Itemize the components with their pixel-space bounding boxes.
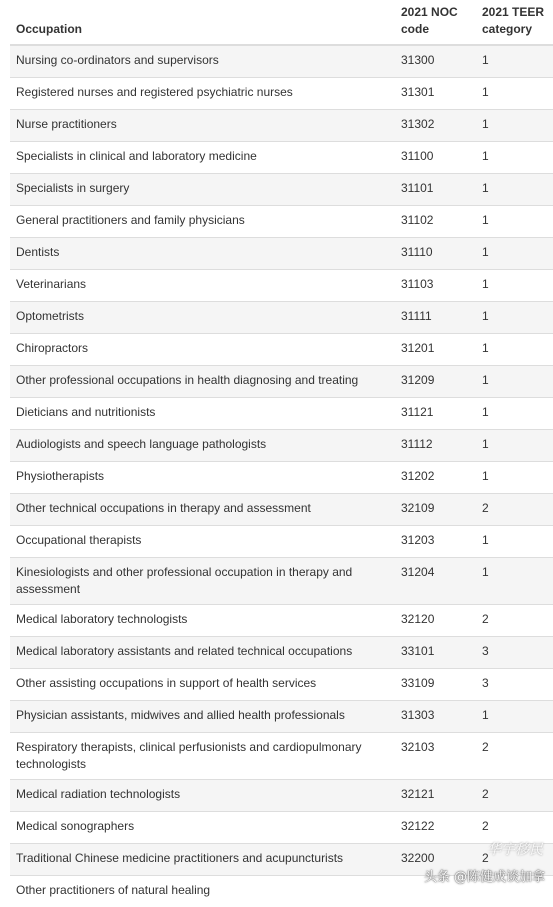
table-row <box>10 780 553 812</box>
cell-noc-code: 31111 <box>395 302 476 334</box>
cell-occupation: Nursing co-ordinators and supervisors <box>10 45 395 78</box>
cell-noc-code: 32121 <box>395 780 476 812</box>
cell-noc-code: 33109 <box>395 669 476 701</box>
cell-occupation: Respiratory therapists, clinical perfusionists and cardiopulmonary technologists <box>10 733 395 780</box>
cell-teer-category: 1 <box>476 238 553 270</box>
table-row <box>10 206 553 238</box>
header-occupation: Occupation <box>10 0 395 45</box>
cell-occupation: Optometrists <box>10 302 395 334</box>
cell-noc-code: 32120 <box>395 605 476 637</box>
cell-occupation: Other professional occupations in health diagnosing and treating <box>10 366 395 398</box>
header-noc-code: 2021 NOC code <box>395 0 476 45</box>
cell-noc-code: 32122 <box>395 812 476 844</box>
table-body <box>10 45 553 907</box>
table-row <box>10 494 553 526</box>
cell-teer-category: 1 <box>476 270 553 302</box>
cell-occupation: Medical laboratory assistants and related technical occupations <box>10 637 395 669</box>
table-row <box>10 733 553 780</box>
cell-occupation: Occupational therapists <box>10 526 395 558</box>
cell-noc-code: 31303 <box>395 701 476 733</box>
cell-noc-code: 31100 <box>395 142 476 174</box>
cell-teer-category: 1 <box>476 206 553 238</box>
table-row <box>10 558 553 605</box>
cell-teer-category: 1 <box>476 78 553 110</box>
table-row <box>10 701 553 733</box>
cell-occupation: General practitioners and family physicians <box>10 206 395 238</box>
cell-occupation: Specialists in surgery <box>10 174 395 206</box>
cell-occupation: Physician assistants, midwives and allied health professionals <box>10 701 395 733</box>
cell-noc-code: 31300 <box>395 45 476 78</box>
table-row <box>10 174 553 206</box>
cell-noc-code: 31201 <box>395 334 476 366</box>
cell-teer-category: 2 <box>476 605 553 637</box>
cell-noc-code: 31203 <box>395 526 476 558</box>
cell-occupation: Registered nurses and registered psychiatric nurses <box>10 78 395 110</box>
cell-occupation: Physiotherapists <box>10 462 395 494</box>
table-row <box>10 812 553 844</box>
cell-occupation: Medical sonographers <box>10 812 395 844</box>
cell-teer-category: 1 <box>476 334 553 366</box>
cell-teer-category: 1 <box>476 398 553 430</box>
cell-teer-category: 2 <box>476 780 553 812</box>
table-row <box>10 366 553 398</box>
cell-teer-category: 1 <box>476 142 553 174</box>
table-row <box>10 526 553 558</box>
table-row <box>10 462 553 494</box>
cell-occupation: Chiropractors <box>10 334 395 366</box>
cell-teer-category: 1 <box>476 701 553 733</box>
cell-occupation: Other technical occupations in therapy and assessment <box>10 494 395 526</box>
table-row <box>10 398 553 430</box>
cell-noc-code: 31202 <box>395 462 476 494</box>
table-row <box>10 334 553 366</box>
cell-teer-category: 2 <box>476 812 553 844</box>
cell-occupation: Kinesiologists and other professional occupation in therapy and assessment <box>10 558 395 605</box>
table-row <box>10 270 553 302</box>
cell-noc-code: 31102 <box>395 206 476 238</box>
table-row <box>10 430 553 462</box>
cell-teer-category: 2 <box>476 494 553 526</box>
cell-occupation: Other assisting occupations in support of health services <box>10 669 395 701</box>
cell-occupation: Dentists <box>10 238 395 270</box>
cell-teer-category: 3 <box>476 637 553 669</box>
cell-teer-category: 1 <box>476 302 553 334</box>
cell-occupation: Medical radiation technologists <box>10 780 395 812</box>
table-row <box>10 302 553 334</box>
cell-noc-code: 32109 <box>395 494 476 526</box>
cell-occupation: Audiologists and speech language pathologists <box>10 430 395 462</box>
cell-noc-code: 32103 <box>395 733 476 780</box>
cell-occupation: Dieticians and nutritionists <box>10 398 395 430</box>
header-teer-category: 2021 TEER category <box>476 0 553 45</box>
cell-noc-code: 33101 <box>395 637 476 669</box>
cell-teer-category: 1 <box>476 558 553 605</box>
table-row <box>10 605 553 637</box>
table-header-row <box>10 0 553 45</box>
table-row <box>10 238 553 270</box>
cell-teer-category: 1 <box>476 366 553 398</box>
cell-teer-category: 2 <box>476 733 553 780</box>
cell-teer-category: 3 <box>476 669 553 701</box>
table-row <box>10 637 553 669</box>
cell-teer-category: 2 <box>476 844 553 876</box>
cell-occupation: Other practitioners of natural healing <box>10 876 395 907</box>
cell-noc-code: 31204 <box>395 558 476 605</box>
occupation-table-container <box>10 0 553 907</box>
cell-teer-category: 1 <box>476 110 553 142</box>
table-row <box>10 78 553 110</box>
cell-teer-category: 1 <box>476 430 553 462</box>
table-row <box>10 669 553 701</box>
table-row <box>10 110 553 142</box>
table-row <box>10 142 553 174</box>
cell-noc-code: 31110 <box>395 238 476 270</box>
cell-noc-code: 31112 <box>395 430 476 462</box>
watermark-text: 头条 @陈健成谈加拿 <box>424 866 545 885</box>
cell-noc-code: 31101 <box>395 174 476 206</box>
occupation-table <box>10 0 553 907</box>
cell-occupation: Nurse practitioners <box>10 110 395 142</box>
cell-teer-category: 1 <box>476 174 553 206</box>
cell-teer-category: 1 <box>476 45 553 78</box>
cell-teer-category: 1 <box>476 462 553 494</box>
cell-noc-code: 31121 <box>395 398 476 430</box>
cell-occupation: Specialists in clinical and laboratory medicine <box>10 142 395 174</box>
cell-noc-code: 32200 <box>395 844 476 876</box>
cell-noc-code: 31209 <box>395 366 476 398</box>
cell-noc-code: 31103 <box>395 270 476 302</box>
cell-noc-code: 31302 <box>395 110 476 142</box>
cell-occupation: Veterinarians <box>10 270 395 302</box>
cell-teer-category: 1 <box>476 526 553 558</box>
cell-noc-code: 31301 <box>395 78 476 110</box>
cell-occupation: Medical laboratory technologists <box>10 605 395 637</box>
watermark-logo: 华宇移民 <box>487 839 543 859</box>
table-row <box>10 45 553 78</box>
cell-occupation: Traditional Chinese medicine practitioners and acupuncturists <box>10 844 395 876</box>
